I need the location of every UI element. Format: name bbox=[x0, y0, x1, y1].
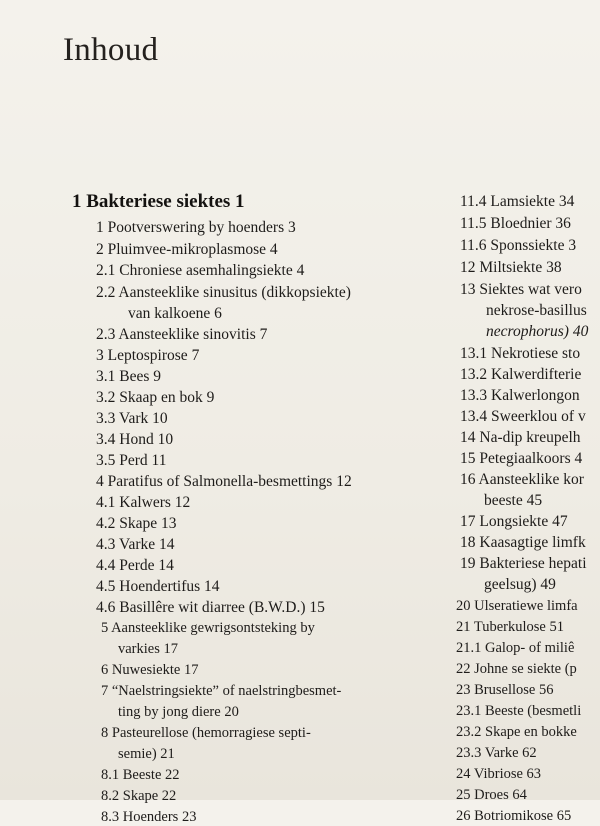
toc-entry: 15 Petegiaalkoors 4 bbox=[460, 450, 583, 467]
toc-entry: 23 Brusellose 56 bbox=[456, 682, 554, 698]
toc-entry: 11.6 Sponssiekte 3 bbox=[460, 237, 577, 254]
toc-entry: 4 Paratifus of Salmonella-besmettings 12 bbox=[96, 473, 352, 490]
toc-entry: 20 Ulseratiewe limfa bbox=[456, 598, 578, 614]
toc-entry: 12 Miltsiekte 38 bbox=[460, 259, 562, 276]
toc-entry: 17 Longsiekte 47 bbox=[460, 513, 568, 530]
toc-entry: 23.3 Varke 62 bbox=[456, 745, 537, 761]
toc-entry-continued: van kalkoene 6 bbox=[128, 305, 222, 322]
toc-entry: 21.1 Galop- of miliê bbox=[456, 640, 575, 656]
toc-entry: 4.1 Kalwers 12 bbox=[96, 494, 191, 511]
toc-entry: 2.2 Aansteeklike sinusitus (dikkopsiekte) bbox=[96, 284, 351, 301]
toc-entry: 4.5 Hoendertifus 14 bbox=[96, 578, 220, 595]
toc-entry: 3.4 Hond 10 bbox=[96, 431, 174, 448]
toc-entry-continued: necrophorus) 40 bbox=[486, 323, 589, 340]
toc-entry: 4.2 Skape 13 bbox=[96, 515, 177, 532]
toc-entry-continued: nekrose-basillus bbox=[486, 302, 587, 319]
toc-entry: 3.5 Perd 11 bbox=[96, 452, 167, 469]
toc-entry: 13 Siektes wat vero bbox=[460, 281, 582, 298]
toc-entry: 11.4 Lamsiekte 34 bbox=[460, 193, 575, 210]
toc-entry: 13.3 Kalwerlongon bbox=[460, 387, 580, 404]
toc-entry: 3.3 Vark 10 bbox=[96, 410, 168, 427]
toc-entry: 13.4 Sweerklou of v bbox=[460, 408, 586, 425]
toc-entry-continued: geelsug) 49 bbox=[484, 576, 556, 593]
toc-entry: 13.1 Nekrotiese sto bbox=[460, 345, 581, 362]
toc-entry: 3.2 Skaap en bok 9 bbox=[96, 389, 215, 406]
toc-entry: 8.1 Beeste 22 bbox=[101, 767, 180, 783]
toc-entry: 24 Vibriose 63 bbox=[456, 766, 542, 782]
toc-entry: 19 Bakteriese hepati bbox=[460, 555, 587, 572]
toc-entry: 8.3 Hoenders 23 bbox=[101, 809, 197, 825]
toc-entry: 4.3 Varke 14 bbox=[96, 536, 175, 553]
toc-entry: 3.1 Bees 9 bbox=[96, 368, 162, 385]
chapter-heading: 1 Bakteriese siektes 1 bbox=[72, 191, 245, 212]
toc-entry: 25 Droes 64 bbox=[456, 787, 527, 803]
toc-entry: 16 Aansteeklike kor bbox=[460, 471, 584, 488]
toc-entry-continued: semie) 21 bbox=[118, 746, 175, 762]
toc-entry: 14 Na-dip kreupelh bbox=[460, 429, 581, 446]
toc-entry: 1 Pootverswering by hoenders 3 bbox=[96, 219, 296, 236]
toc-entry: 8.2 Skape 22 bbox=[101, 788, 177, 804]
toc-entry: 4.4 Perde 14 bbox=[96, 557, 174, 574]
toc-entry-continued: beeste 45 bbox=[484, 492, 543, 509]
toc-entry: 8 Pasteurellose (hemorragiese septi- bbox=[101, 725, 311, 741]
toc-entry: 18 Kaasagtige limfk bbox=[460, 534, 586, 551]
toc-entry: 22 Johne se siekte (p bbox=[456, 661, 577, 677]
toc-entry: 3 Leptospirose 7 bbox=[96, 347, 200, 364]
toc-entry: 13.2 Kalwerdifterie bbox=[460, 366, 582, 383]
toc-entry: 23.2 Skape en bokke bbox=[456, 724, 577, 740]
toc-entry: 5 Aansteeklike gewrigsontsteking by bbox=[101, 620, 315, 636]
toc-entry: 7 “Naelstringsiekte” of naelstringbesmet- bbox=[101, 683, 342, 699]
toc-entry-continued: varkies 17 bbox=[118, 641, 178, 657]
toc-entry: 6 Nuwesiekte 17 bbox=[101, 662, 199, 678]
toc-entry: 4.6 Basillêre wit diarree (B.W.D.) 15 bbox=[96, 599, 325, 616]
toc-entry: 2.3 Aansteeklike sinovitis 7 bbox=[96, 326, 268, 343]
toc-entry: 26 Botriomikose 65 bbox=[456, 808, 572, 824]
toc-entry: 21 Tuberkulose 51 bbox=[456, 619, 564, 635]
toc-entry: 2.1 Chroniese asemhalingsiekte 4 bbox=[96, 262, 305, 279]
page-title: Inhoud bbox=[63, 32, 159, 68]
toc-entry: 2 Pluimvee-mikroplasmose 4 bbox=[96, 241, 278, 258]
toc-entry-continued: ting by jong diere 20 bbox=[118, 704, 239, 720]
toc-entry: 23.1 Beeste (besmetli bbox=[456, 703, 582, 719]
toc-entry: 11.5 Bloednier 36 bbox=[460, 215, 571, 232]
